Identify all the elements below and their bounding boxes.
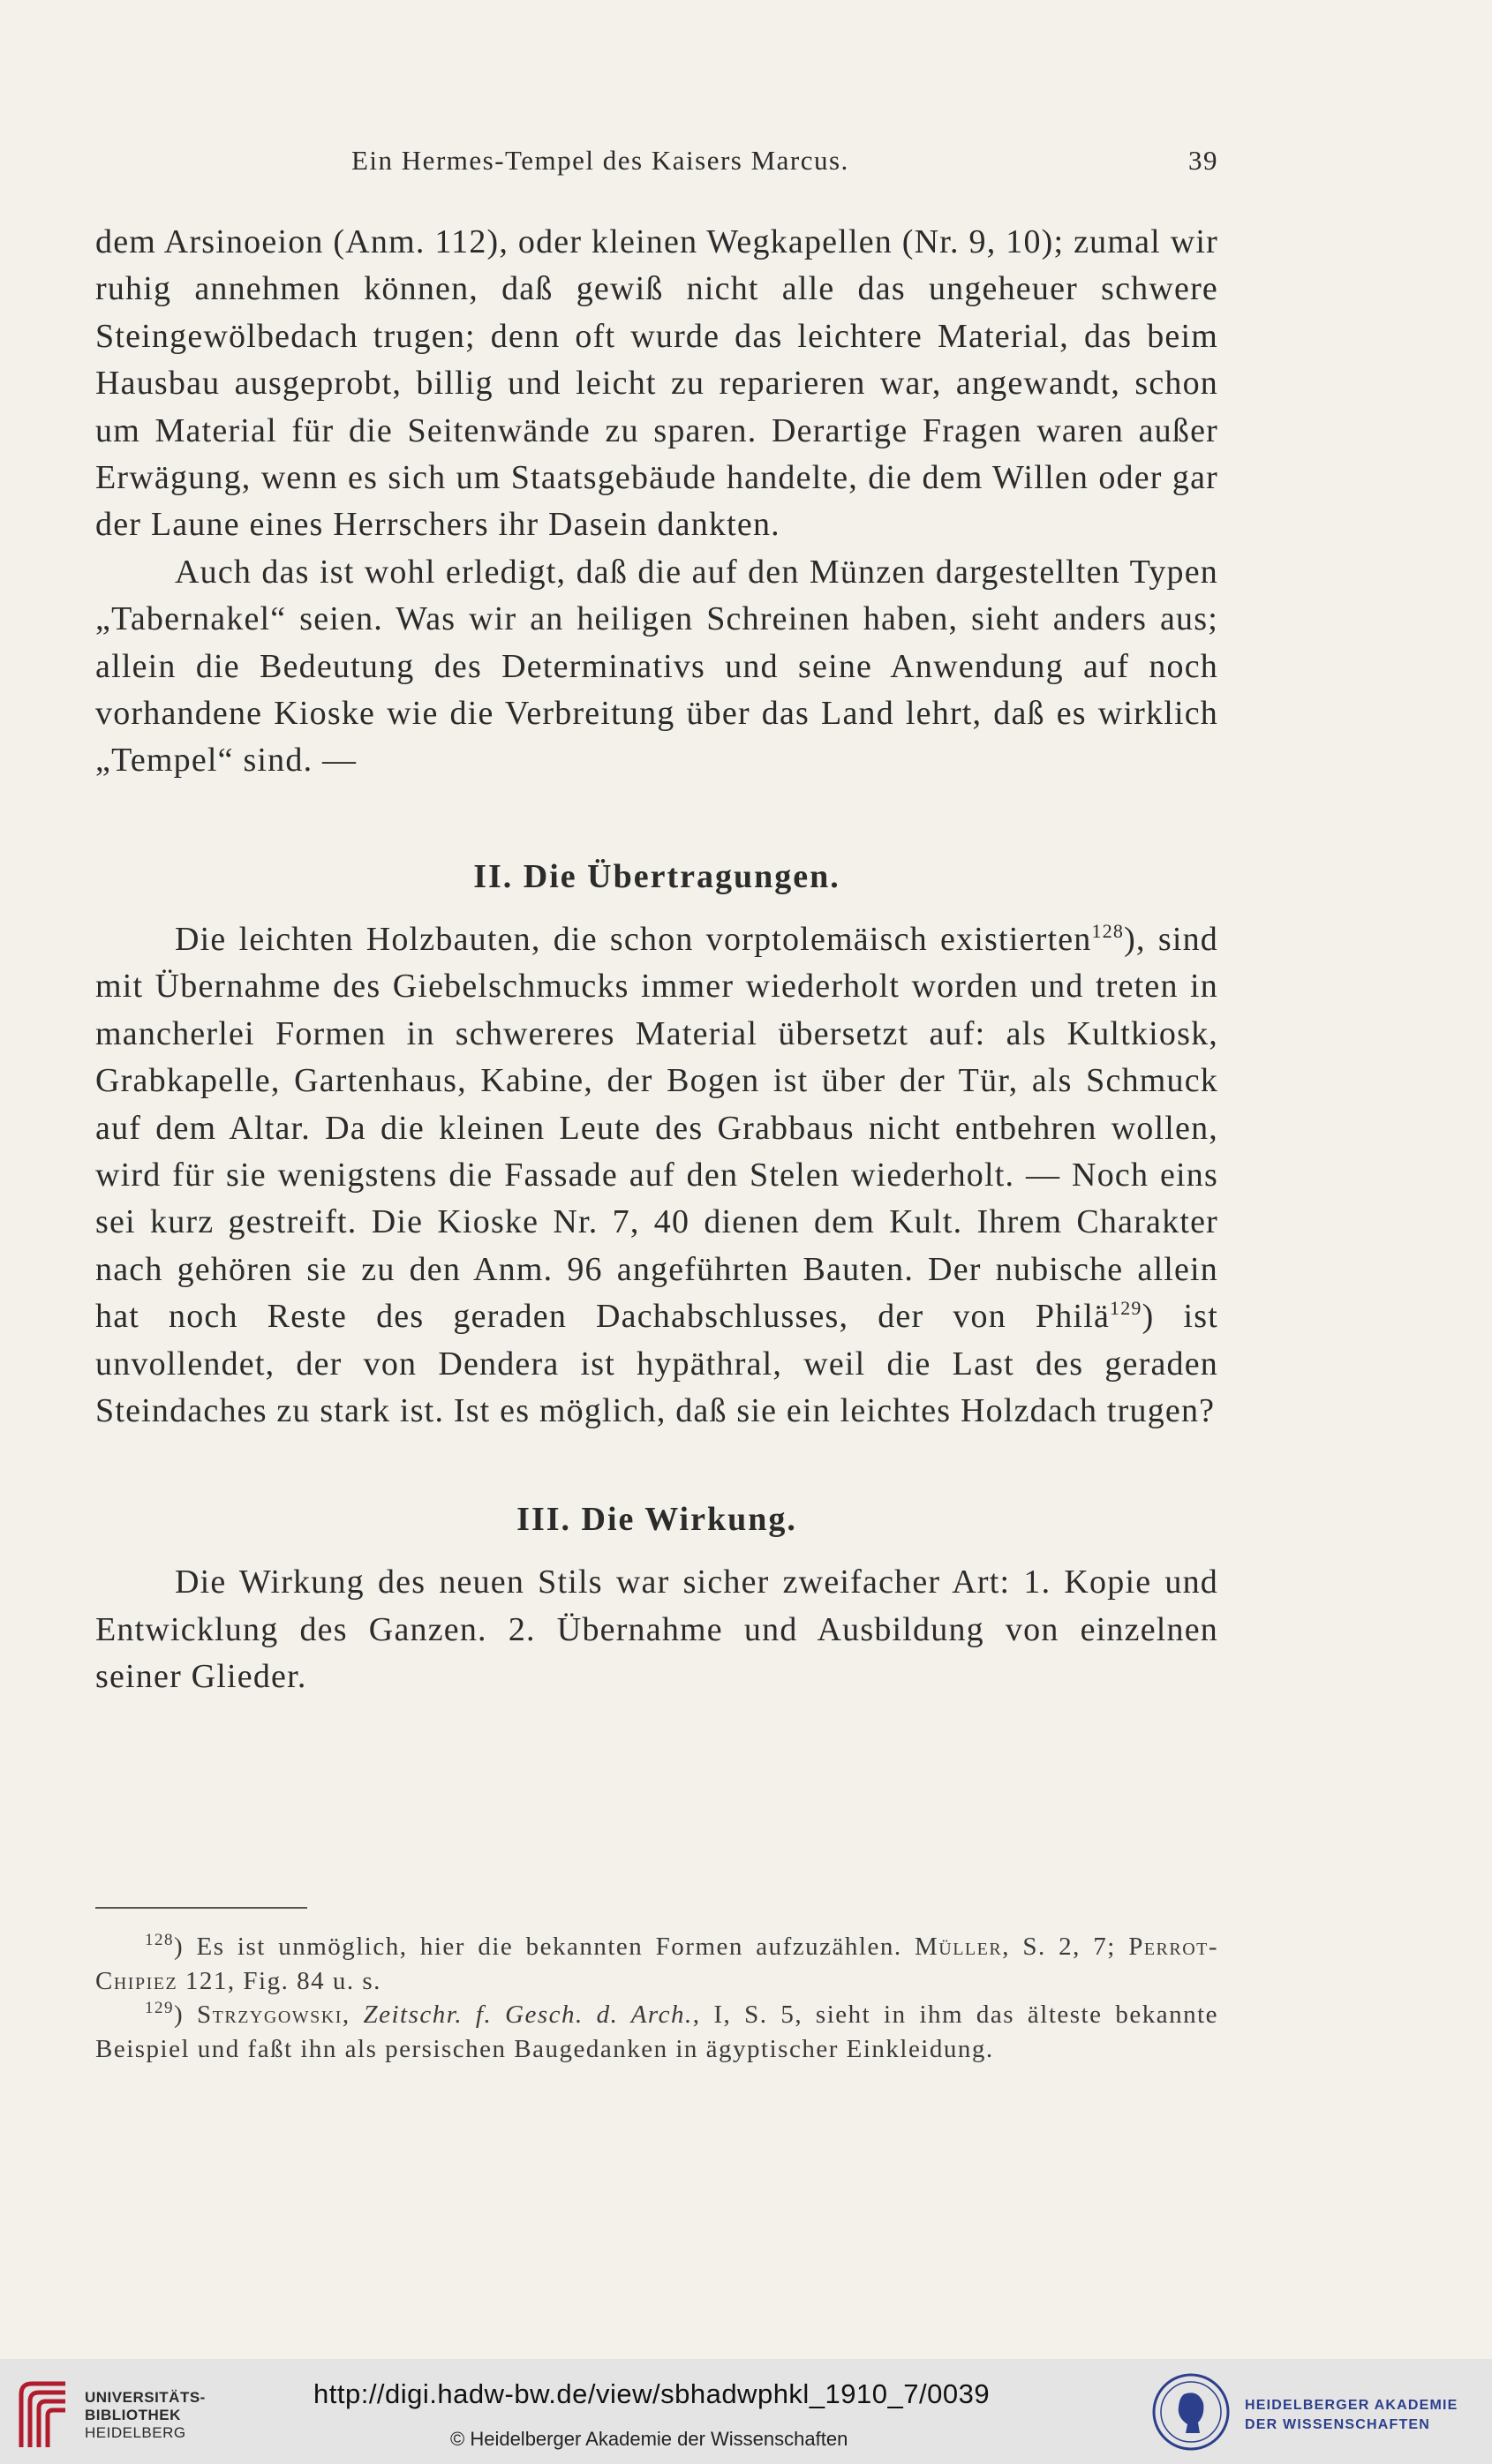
running-head — [95, 145, 1218, 180]
footnote-129 — [95, 1998, 1218, 2066]
library-name-line: BIBLIOTHEK — [85, 2407, 181, 2423]
academy-seal-icon — [1150, 2371, 1232, 2453]
viewer-footer — [0, 2359, 1492, 2464]
paragraph-1: dem Arsinoeion (Anm. 112), oder kleinen Wegkapellen (Nr. 9, 10); zumal wir ruhig annehmen können, daß gewiß nicht alle das ungeheuer schwere Steingewölbedach trugen; denn oft wurde das leichtere Material, das beim Hausbau ausgeprobt, billig und leicht zu reparieren war, angewandt, schon um Material für die Seitenwände zu sparen. Derartige Fragen waren außer Erwägung, wenn es sich um Staatsgebäude handelte, die dem Willen oder gar der Laune eines Herrschers ihr Dasein dankten. — [95, 223, 1218, 544]
footnote-author: Perrot-Chipiez — [95, 1933, 1219, 1995]
footnote-marker: 129 — [145, 1999, 174, 2017]
library-name-line: HEIDELBERG — [85, 2424, 186, 2441]
library-name — [85, 2389, 206, 2442]
running-head-title: Ein Hermes-Tempel des Kaisers Marcus. — [351, 145, 849, 176]
copyright-notice: © Heidelberger Akademie der Wissenschaften — [450, 2428, 848, 2450]
footnote-text: ) Es ist unmöglich, hier die bekannten Formen aufzuzählen. — [174, 1933, 902, 1961]
footnote-author: Müller — [914, 1933, 1003, 1961]
paragraph-wirkung: Die Wirkung des neuen Stils war sicher zweifacher Art: 1. Kopie und Entwicklung des Ganzen. 2. Übernahme und Ausbildung von einzelnen seiner Glieder. — [95, 1564, 1218, 1696]
paragraph-text: Die leichten Holzbauten, die schon vorptolemäisch existierten — [175, 920, 1092, 958]
library-name-line: UNIVERSITÄTS- — [85, 2389, 206, 2406]
footnote-text: 121, Fig. 84 u. s. — [185, 1966, 381, 1995]
page-number: 39 — [1188, 145, 1218, 176]
paragraph-text: ), sind mit Übernahme des Giebelschmucks immer wiederholt worden und treten in mancherlei Formen in schwereres Material übersetzt auf: als Kultkiosk, Grabkapelle, Gartenhaus, Kabine, der Bogen ist über der Tür, als Schmuck auf dem Altar. Da die kleinen Leute des Grabbaus nicht entbehren wollen, wird für sie wenigstens die Fassade auf den Stelen wiederholt. — Noch eins sei kurz gestreift. Die Kioske Nr. 7, 40 dienen dem Kult. Ihrem Charakter nach gehören sie zu den Anm. 96 angeführten Bauten. Der nubische allein hat noch Reste des geraden Dachabschlusses, der von Philä — [95, 920, 1218, 1336]
university-library-logo-icon — [16, 2377, 71, 2451]
footnote-journal: Zeitschr. f. Gesch. d. Arch. — [363, 2001, 693, 2029]
footnote-text: ) — [174, 2001, 185, 2029]
footnote-separator — [95, 1907, 307, 1909]
body-text — [95, 219, 1218, 1701]
academy-name-line: HEIDELBERGER AKADEMIE — [1245, 2398, 1458, 2413]
paragraph-2: Auch das ist wohl erledigt, daß die auf den Münzen dargestellten Typen „Tabernakel“ seien. Was wir an heiligen Schreinen haben, sieht anders aus; allein die Bedeutung des Determinativs und seine Anwendung auf noch vorhandene Kioske wie die Verbreitung über das Land lehrt, daß es wirklich „Tempel“ sind. — — [95, 553, 1218, 780]
paragraph-uebertragungen — [95, 916, 1218, 1435]
footnote-marker: 128 — [145, 1931, 174, 1949]
footnote-128 — [95, 1930, 1218, 1998]
document-url-link[interactable]: http://digi.hadw-bw.de/view/sbhadwphkl_1910_7/0039 — [313, 2378, 991, 2409]
academy-name — [1245, 2396, 1458, 2435]
footnote-text: , I, S. 5, sieht in ihm das älteste bekannte Beispiel und faßt ihn als persischen Baugedanken in ägyptischer Einkleidung. — [95, 2001, 1219, 2063]
footnotes — [95, 1930, 1218, 2066]
footnote-ref-129[interactable]: 129 — [1110, 1297, 1142, 1320]
footnote-text: , — [342, 2001, 350, 2029]
section-heading-wirkung: III. Die Wirkung. — [516, 1501, 797, 1539]
footnote-ref-128[interactable]: 128 — [1091, 919, 1125, 942]
footnote-author: Strzygowski — [197, 2001, 343, 2029]
paragraph-text: ) ist unvollendet, der von Dendera ist hypäthral, weil die Last des geraden Steindaches zu stark ist. Ist es möglich, daß sie ein leichtes Holzdach trugen? — [95, 1298, 1218, 1429]
academy-name-line: DER WISSENSCHAFTEN — [1245, 2417, 1431, 2432]
section-heading-uebertragungen: II. Die Übertragungen. — [473, 857, 840, 895]
footnote-text: , S. 2, 7; — [1002, 1933, 1116, 1961]
